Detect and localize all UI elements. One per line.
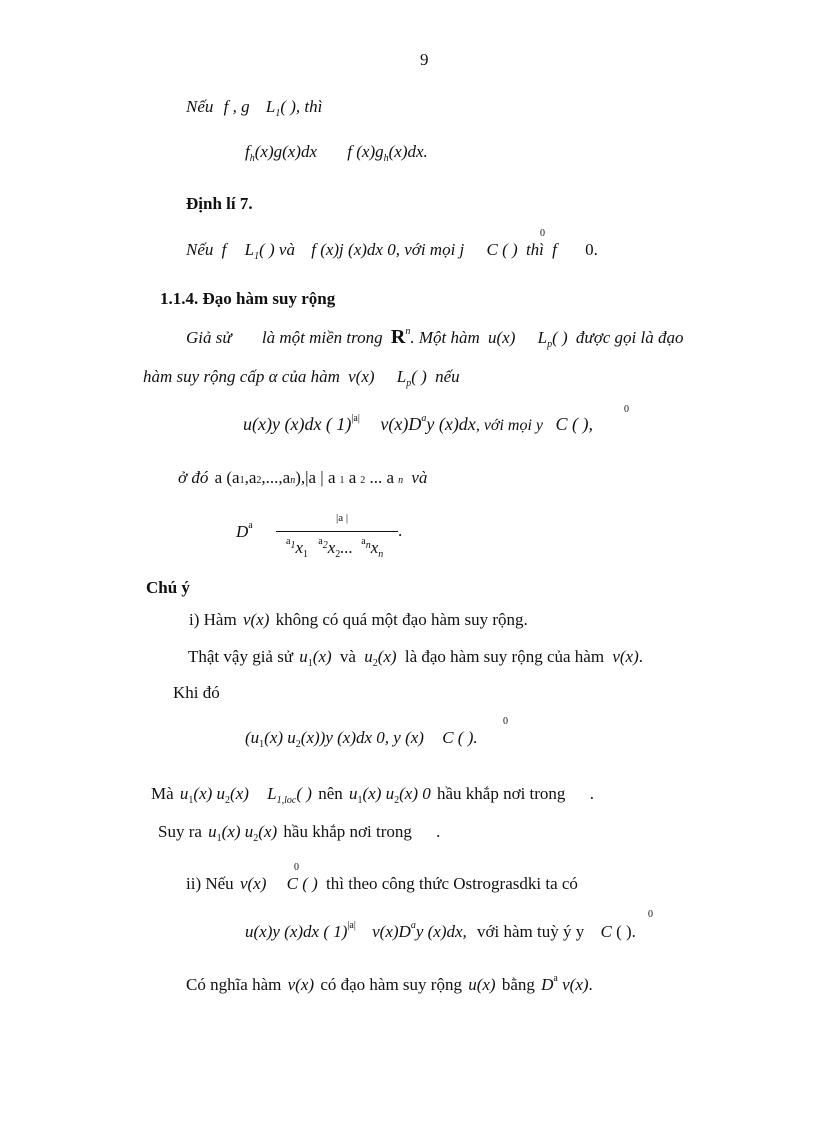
math-sup: a [421,413,427,424]
math: L [267,784,277,803]
math-sub: 2 [225,795,231,806]
math: L [265,97,276,116]
superscript-zero: 0 [648,909,653,920]
math: (x) u [264,728,296,747]
ii-formula [245,922,636,945]
proof-line [158,822,440,845]
math: C [442,728,454,747]
text: Suy ra [158,822,202,841]
text: với hàm tuỳ ý y [477,922,585,941]
page-number: 9 [420,50,429,69]
math: (x) [312,647,332,666]
math-sub: 2 [256,475,262,486]
note-heading: Chú ý [146,578,190,597]
math: f [552,240,557,259]
theorem-title: Định lí 7. [186,194,253,213]
math: D [236,522,249,541]
math: u [299,647,308,666]
math: u(x) [468,975,496,994]
math: ,a [244,468,257,487]
math: v(x) [287,975,315,994]
math: (u [245,728,260,747]
math-sub: n [365,540,371,551]
math: ( ). [457,728,478,747]
math: ( ) [502,240,518,259]
note-i [189,610,528,630]
math-sup: a [361,536,366,547]
math: L [396,367,407,386]
math-sub: 2 [322,540,328,551]
math-sub: 1 [259,739,265,750]
final-line [186,975,593,998]
math: ,...,a [261,468,291,487]
math: u(x)y (x)dx ( 1) [245,922,348,941]
math: v(x) [348,367,375,386]
math: a [344,468,357,487]
math: (x) u [193,784,226,803]
fraction-bar [276,531,398,532]
math: ( ), [572,414,594,434]
math-sub: 1 [239,475,245,486]
proof-line [188,647,643,670]
statement-line [186,97,322,120]
text: là đạo hàm suy rộng của hàm [404,647,605,666]
math-sup: a [410,920,416,931]
math: f , g [223,97,250,116]
math: ( ) [302,874,318,893]
math: (x) 0 [399,784,431,803]
math: ( ) [411,367,427,386]
math: ... [340,538,353,557]
text: thì [525,240,544,259]
note-ii [186,874,578,894]
definition-line [143,367,460,390]
math: D [541,975,554,994]
math: L [537,328,548,347]
math-sup: a [286,536,291,547]
math: y (x)dx [426,414,476,434]
text: ở đó [178,468,209,487]
math: ( ), thì [280,97,323,116]
text: Giả sử [186,328,232,347]
math-sub: h [383,153,389,164]
math: f (x)g [347,142,384,161]
math-sup: |a| [347,920,356,931]
math: x [327,538,336,557]
math-sup: |a| [351,413,360,424]
theorem-statement [186,240,598,263]
math-sub: 2 [372,658,378,669]
text: . [588,975,593,994]
fraction-period: . [398,521,403,540]
text: hàm suy rộng cấp α của hàm [143,367,340,386]
math-sub: 1 [357,795,363,806]
fraction-denominator [286,538,383,561]
math-sub: 1 [339,475,345,486]
text: bằng [501,975,535,994]
math: v(x) [239,874,267,893]
text: không có quá một đạo hàm suy rộng. [275,610,528,629]
math: f [221,240,227,259]
math-sub: 1 [307,658,313,669]
integral-identity [245,142,428,165]
text: với mọi j [404,240,465,259]
text: hầu khắp nơi trong [436,784,566,803]
math: C [600,922,612,941]
math-sub: 2 [360,475,366,486]
math: f (x)j (x)dx 0, [311,240,400,259]
math: a (a [214,468,240,487]
superscript-zero: 0 [540,228,545,239]
math: 0. [585,240,598,259]
math-bold-R: R [390,326,406,348]
text: được gọi là đạo [575,328,684,347]
math-sup: a [318,536,323,547]
math-sub: h [249,153,255,164]
text: Thật vậy giả sử [188,647,294,666]
math-sub: 2 [295,739,301,750]
math: (x)dx. [388,142,428,161]
math: f [245,142,250,161]
alpha-definition [178,468,427,491]
text: . Một hàm [410,328,480,347]
math: v(x) [242,610,270,629]
math: C [286,874,298,893]
math-sup: a [248,520,253,531]
text: có đạo hàm suy rộng [320,975,462,994]
text: Có nghĩa hàm [186,975,282,994]
proof-formula [245,728,478,751]
text: . [638,647,643,666]
math-sub: 2 [335,549,341,560]
fraction-numerator: |a | [336,512,349,524]
math: ... a [365,468,395,487]
math: u [364,647,373,666]
definition-formula [243,414,593,438]
text: là một miền trong [261,328,383,347]
text: . [436,822,441,841]
math: ( ) [552,328,568,347]
math: u(x)y (x)dx ( 1) [243,414,352,434]
proof-line [151,784,594,807]
math: ( ). [616,922,636,941]
math: (x) [258,822,278,841]
text: nếu [435,367,460,386]
math: v(x) [562,975,589,994]
text: i) Hàm [189,610,237,629]
math: u [179,784,189,803]
text: nên [318,784,343,803]
math: x [370,538,379,557]
math-sub: 1 [290,540,296,551]
math-sub: 1 [275,108,281,119]
math-sub: 1,loc [276,795,297,806]
superscript-zero: 0 [624,404,629,415]
text: và [411,468,428,487]
math-sub: n [290,475,296,486]
text: Nếu [186,240,214,259]
math: v(x)D [380,414,422,434]
D-alpha-symbol [236,522,253,545]
math: x [295,538,303,557]
math-sub: n [378,549,384,560]
math: ( ) và [259,240,295,259]
math: ( ) [296,784,312,803]
text: hầu khắp nơi trong [283,822,412,841]
math: L [244,240,255,259]
math: (x) [377,647,397,666]
math: ),|a | a [295,468,336,487]
math-sub: 2 [253,833,259,844]
math: C [486,240,498,259]
math: C [555,414,568,434]
text: thì theo công thức Ostrograsdki ta có [326,874,578,893]
section-title: 1.1.4. Đạo hàm suy rộng [160,289,336,308]
math-sub: p [406,378,412,389]
math-sub: 2 [394,795,400,806]
superscript-zero: 0 [294,862,299,873]
math-sub: 1 [216,833,222,844]
proof-line: Khi đó [173,683,220,702]
math: v(x) [612,647,639,666]
math: (x)g(x)dx [254,142,318,161]
text: và [339,647,356,666]
text: Nếu [186,97,214,116]
math-sub: 1 [303,549,308,560]
math-sub: 1 [188,795,194,806]
text: ii) Nếu [186,874,234,893]
math-sub: n [398,475,404,486]
math: u [208,822,217,841]
text: Mà [151,784,174,803]
math: (x))y (x)dx 0, y (x) [300,728,424,747]
math-sup: a [553,973,558,984]
math: (x) u [221,822,254,841]
superscript-zero: 0 [503,716,508,727]
math: v(x)D [372,922,411,941]
math: y (x)dx, [415,922,467,941]
text: , với mọi y [475,417,543,434]
math-sub: p [547,339,553,350]
text: . [589,784,594,803]
definition-line [186,327,684,351]
math: (x) [230,784,249,803]
math: (x) u [362,784,395,803]
math: u(x) [488,328,516,347]
math: u [348,784,358,803]
math-sub: 1 [254,251,260,262]
math-sup: n [405,326,411,337]
